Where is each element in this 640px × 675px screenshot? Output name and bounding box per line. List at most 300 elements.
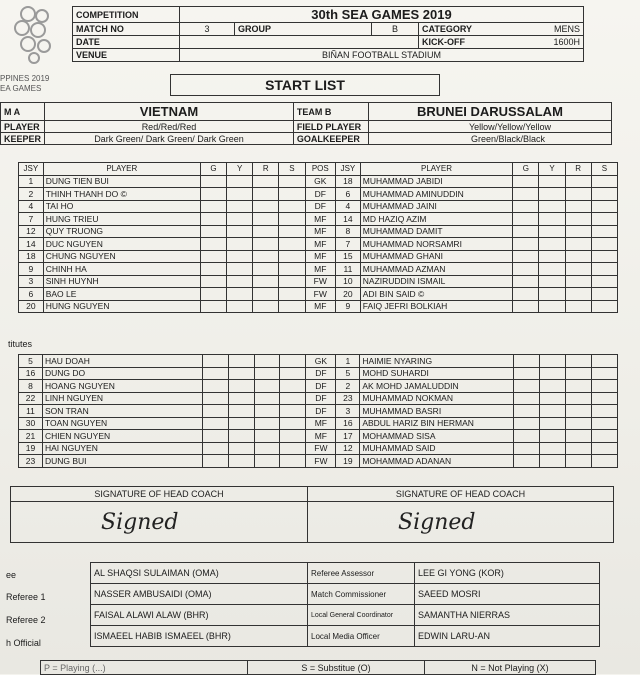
b-goals: [513, 238, 539, 251]
substitute-row: [19, 380, 618, 393]
a-yellow: [228, 355, 254, 368]
a-jsy: 6: [19, 288, 44, 301]
a-player-name: CHINH HA: [43, 263, 200, 276]
b-player-name: MOHD SUHARDI: [360, 367, 514, 380]
a-goals: [200, 250, 226, 263]
official-label-1: ee: [6, 570, 17, 580]
position: MF: [305, 300, 336, 313]
category-label: CATEGORY: [422, 24, 473, 34]
a-red: [254, 392, 280, 405]
match-no-label: MATCH NO: [73, 23, 180, 36]
a-player-name: HAI NGUYEN: [42, 442, 202, 455]
b-jsy: 9: [336, 300, 361, 313]
a-red: [253, 275, 279, 288]
position: MF: [306, 430, 336, 443]
a-player-name: TOAN NGUYEN: [42, 417, 202, 430]
position: GK: [305, 175, 336, 188]
a-sub: [279, 200, 305, 213]
b-red: [565, 288, 591, 301]
a-sub: [280, 355, 306, 368]
a-yellow: [228, 455, 254, 468]
starter-row: [19, 300, 618, 313]
b-goals: [514, 367, 540, 380]
a-red: [253, 225, 279, 238]
starter-row: [19, 200, 618, 213]
a-red: [253, 213, 279, 226]
a-player-name: CHIEN NGUYEN: [42, 430, 202, 443]
b-player-name: MUHAMMAD GHANI: [360, 250, 513, 263]
a-yellow: [227, 275, 253, 288]
b-goals: [514, 430, 540, 443]
position: FW: [305, 288, 336, 301]
kickoff-label: KICK-OFF: [422, 37, 465, 47]
a-sub: [280, 442, 306, 455]
position: DF: [305, 188, 336, 201]
official-name-1: LEE GI YONG (KOR): [415, 563, 600, 584]
b-jsy: 8: [336, 225, 361, 238]
col-r-b: R: [565, 163, 591, 176]
a-yellow: [228, 417, 254, 430]
official-value-2: NASSER AMBUSAIDI (OMA): [91, 584, 308, 605]
b-goals: [514, 355, 540, 368]
position: DF: [306, 367, 336, 380]
col-jsy-b: JSY: [336, 163, 361, 176]
b-player-name: MUHAMMAD NORSAMRI: [360, 238, 513, 251]
a-red: [254, 417, 280, 430]
b-jsy: 11: [336, 263, 361, 276]
a-goals: [202, 380, 228, 393]
footer-substitute: S = Substitue (O): [248, 661, 425, 675]
venue-label: VENUE: [73, 49, 180, 62]
starter-row: [19, 175, 618, 188]
a-red: [254, 355, 280, 368]
b-yellow: [540, 455, 566, 468]
a-jsy: 3: [19, 275, 44, 288]
b-yellow: [540, 442, 566, 455]
b-goals: [513, 288, 539, 301]
a-red: [254, 367, 280, 380]
starter-row: [19, 188, 618, 201]
starter-row: [19, 263, 618, 276]
b-sub: [591, 380, 617, 393]
official-role-1: Referee Assessor: [308, 563, 415, 584]
a-goals: [200, 188, 226, 201]
b-sub: [591, 200, 617, 213]
b-player-name: ABDUL HARIZ BIN HERMAN: [360, 417, 514, 430]
a-player-name: BAO LE: [43, 288, 200, 301]
b-yellow: [539, 275, 565, 288]
a-sub: [279, 263, 305, 276]
a-sub: [279, 188, 305, 201]
col-y-b: Y: [539, 163, 565, 176]
b-yellow: [540, 355, 566, 368]
a-red: [253, 175, 279, 188]
a-goals: [202, 392, 228, 405]
a-player-name: DUNG BUI: [42, 455, 202, 468]
b-goals: [513, 188, 539, 201]
b-goals: [514, 417, 540, 430]
b-yellow: [539, 250, 565, 263]
b-player-name: NAZIRUDDIN ISMAIL: [360, 275, 513, 288]
header-table: [72, 6, 584, 62]
a-jsy: 7: [19, 213, 44, 226]
a-red: [254, 455, 280, 468]
position: MF: [305, 263, 336, 276]
starter-row: [19, 288, 618, 301]
substitutes-table: [18, 354, 618, 468]
a-goals: [202, 430, 228, 443]
a-jsy: 20: [19, 300, 44, 313]
b-player-name: MUHAMMAD SAID: [360, 442, 514, 455]
a-jsy: 23: [19, 455, 43, 468]
b-yellow: [539, 300, 565, 313]
b-player-name: AK MOHD JAMALUDDIN: [360, 380, 514, 393]
team-b-signature: [308, 502, 614, 543]
b-goals: [514, 455, 540, 468]
teams-table: [0, 102, 612, 145]
a-sub: [279, 213, 305, 226]
a-player-name: DUNG DO: [42, 367, 202, 380]
b-red: [565, 175, 591, 188]
starter-row: [19, 275, 618, 288]
b-sub: [591, 238, 617, 251]
col-g-a: G: [200, 163, 226, 176]
officials-table: [90, 562, 600, 647]
b-player-name: FAIQ JEFRI BOLKIAH: [360, 300, 513, 313]
b-red: [566, 367, 592, 380]
group-value: B: [372, 23, 419, 36]
a-player-name: QUY TRUONG: [43, 225, 200, 238]
b-yellow: [540, 392, 566, 405]
competition-label: COMPETITION: [73, 7, 180, 23]
official-label-3: Referee 2: [6, 615, 46, 625]
b-jsy: 7: [336, 238, 361, 251]
position: FW: [305, 275, 336, 288]
b-red: [565, 225, 591, 238]
a-yellow: [227, 300, 253, 313]
b-jsy: 12: [336, 442, 360, 455]
a-sub: [280, 405, 306, 418]
a-sub: [279, 300, 305, 313]
a-red: [253, 238, 279, 251]
b-goals: [514, 380, 540, 393]
a-jsy: 4: [19, 200, 44, 213]
a-yellow: [228, 367, 254, 380]
substitute-row: [19, 405, 618, 418]
a-red: [253, 200, 279, 213]
a-sub: [279, 225, 305, 238]
a-jsy: 16: [19, 367, 43, 380]
logo-line-1: PPINES 2019: [0, 74, 50, 83]
starters-header-row: [19, 163, 618, 176]
a-goals: [202, 442, 228, 455]
b-red: [566, 417, 592, 430]
b-red: [566, 430, 592, 443]
official-role-4: Local Media Officer: [308, 626, 415, 647]
b-goals: [514, 392, 540, 405]
position: MF: [305, 238, 336, 251]
a-yellow: [227, 200, 253, 213]
a-jsy: 22: [19, 392, 43, 405]
b-player-name: MUHAMMAD DAMIT: [360, 225, 513, 238]
b-jsy: 1: [336, 355, 360, 368]
b-goals: [513, 300, 539, 313]
team-b-coach-signature-label: SIGNATURE OF HEAD COACH: [308, 487, 614, 502]
b-jsy: 6: [336, 188, 361, 201]
b-jsy: 5: [336, 367, 360, 380]
a-jsy: 8: [19, 380, 43, 393]
a-yellow: [228, 392, 254, 405]
team-b-field-player-kit: Yellow/Yellow/Yellow: [368, 121, 611, 133]
starter-row: [19, 213, 618, 226]
footer-legend: [40, 660, 596, 675]
kickoff-value: 1600H: [553, 37, 580, 47]
a-jsy: 21: [19, 430, 43, 443]
logo-line-2: EA GAMES: [0, 84, 42, 93]
b-jsy: 15: [336, 250, 361, 263]
a-jsy: 1: [19, 175, 44, 188]
a-red: [254, 380, 280, 393]
official-value-3: FAISAL ALAWI ALAW (BHR): [91, 605, 308, 626]
a-sub: [280, 392, 306, 405]
team-b-signed-text: Signed: [398, 509, 476, 535]
b-red: [566, 392, 592, 405]
team-a-name: VIETNAM: [45, 103, 294, 121]
team-b-name: BRUNEI DARUSSALAM: [368, 103, 611, 121]
official-value-1: AL SHAQSI SULAIMAN (OMA): [91, 563, 308, 584]
b-player-name: MOHAMMAD ADANAN: [360, 455, 514, 468]
col-player-a: PLAYER: [43, 163, 200, 176]
signature-table: [10, 486, 614, 543]
a-goals: [202, 367, 228, 380]
team-a-field-player-kit: Red/Red/Red: [45, 121, 294, 133]
b-jsy: 17: [336, 430, 360, 443]
a-jsy: 9: [19, 263, 44, 276]
a-goals: [202, 405, 228, 418]
a-player-name: SON TRAN: [42, 405, 202, 418]
competition-value: 30th SEA GAMES 2019: [180, 7, 584, 23]
b-player-name: MUHAMMAD AZMAN: [360, 263, 513, 276]
b-goals: [513, 213, 539, 226]
b-player-name: MOHAMMAD SISA: [360, 430, 514, 443]
a-sub: [280, 367, 306, 380]
a-player-name: HUNG TRIEU: [43, 213, 200, 226]
a-yellow: [227, 263, 253, 276]
col-jsy-a: JSY: [19, 163, 44, 176]
b-jsy: 16: [336, 417, 360, 430]
b-yellow: [539, 188, 565, 201]
position: MF: [305, 225, 336, 238]
a-player-name: THINH THANH DO ©: [43, 188, 200, 201]
a-sub: [279, 288, 305, 301]
starter-row: [19, 238, 618, 251]
b-goals: [514, 442, 540, 455]
b-goals: [513, 275, 539, 288]
b-red: [565, 250, 591, 263]
position: DF: [306, 392, 336, 405]
a-goals: [200, 225, 226, 238]
group-label: GROUP: [235, 23, 372, 36]
footer-playing: P = Playing (...): [41, 661, 248, 675]
b-sub: [591, 442, 617, 455]
a-jsy: 19: [19, 442, 43, 455]
team-a-goalkeeper-kit: Dark Green/ Dark Green/ Dark Green: [45, 133, 294, 145]
a-goals: [200, 263, 226, 276]
a-yellow: [227, 175, 253, 188]
official-name-3: SAMANTHA NIERRAS: [415, 605, 600, 626]
col-r-a: R: [253, 163, 279, 176]
starter-row: [19, 225, 618, 238]
a-goals: [200, 213, 226, 226]
col-player-b: PLAYER: [360, 163, 513, 176]
b-yellow: [539, 213, 565, 226]
b-player-name: MUHAMMAD JAINI: [360, 200, 513, 213]
official-name-2: SAEED MOSRI: [415, 584, 600, 605]
a-goals: [200, 175, 226, 188]
b-yellow: [540, 405, 566, 418]
b-red: [565, 213, 591, 226]
b-red: [565, 263, 591, 276]
a-jsy: 30: [19, 417, 43, 430]
position: GK: [306, 355, 336, 368]
b-jsy: 10: [336, 275, 361, 288]
b-sub: [591, 430, 617, 443]
substitute-row: [19, 355, 618, 368]
a-player-name: HAU DOAH: [42, 355, 202, 368]
team-a-goalkeeper-label: KEEPER: [1, 133, 45, 145]
b-yellow: [539, 200, 565, 213]
a-yellow: [227, 188, 253, 201]
b-sub: [591, 250, 617, 263]
a-yellow: [227, 288, 253, 301]
date-value: [180, 36, 419, 49]
position: DF: [305, 200, 336, 213]
position: DF: [306, 380, 336, 393]
a-jsy: 12: [19, 225, 44, 238]
b-yellow: [539, 263, 565, 276]
official-role-3: Local General Coordinator: [308, 605, 415, 626]
a-yellow: [228, 442, 254, 455]
a-red: [253, 263, 279, 276]
sea-games-logo: [6, 4, 66, 74]
b-sub: [591, 188, 617, 201]
a-sub: [280, 417, 306, 430]
a-sub: [280, 430, 306, 443]
venue-value: BIÑAN FOOTBALL STADIUM: [180, 49, 584, 62]
b-jsy: 2: [336, 380, 360, 393]
b-goals: [513, 200, 539, 213]
a-yellow: [227, 225, 253, 238]
b-red: [565, 200, 591, 213]
b-sub: [591, 213, 617, 226]
b-player-name: MUHAMMAD JABIDI: [360, 175, 513, 188]
substitute-row: [19, 417, 618, 430]
b-sub: [591, 288, 617, 301]
official-label-4: h Official: [6, 638, 41, 648]
a-goals: [202, 417, 228, 430]
b-yellow: [540, 380, 566, 393]
position: MF: [305, 250, 336, 263]
a-red: [253, 188, 279, 201]
a-red: [253, 300, 279, 313]
b-player-name: MUHAMMAD BASRI: [360, 405, 514, 418]
b-jsy: 18: [336, 175, 361, 188]
b-red: [565, 188, 591, 201]
b-red: [566, 405, 592, 418]
b-goals: [513, 225, 539, 238]
b-sub: [591, 355, 617, 368]
a-yellow: [227, 250, 253, 263]
b-jsy: 23: [336, 392, 360, 405]
a-goals: [200, 238, 226, 251]
a-player-name: DUC NGUYEN: [43, 238, 200, 251]
category-value: MENS: [553, 24, 580, 34]
a-sub: [279, 250, 305, 263]
team-b-goalkeeper-label: GOALKEEPER: [293, 133, 368, 145]
team-b-field-player-label: FIELD PLAYER: [293, 121, 368, 133]
b-player-name: MD HAZIQ AZIM: [360, 213, 513, 226]
position: DF: [306, 405, 336, 418]
b-sub: [591, 300, 617, 313]
a-yellow: [227, 238, 253, 251]
team-a-label: M A: [1, 103, 45, 121]
team-a-signed-text: Signed: [101, 509, 179, 535]
b-yellow: [539, 288, 565, 301]
b-goals: [513, 250, 539, 263]
footer-not-playing: N = Not Playing (X): [425, 661, 596, 675]
team-b-goalkeeper-kit: Green/Black/Black: [368, 133, 611, 145]
b-yellow: [540, 417, 566, 430]
b-red: [565, 300, 591, 313]
official-role-2: Match Commissioner: [308, 584, 415, 605]
official-name-4: EDWIN LARU-AN: [415, 626, 600, 647]
starters-table: [18, 162, 618, 313]
a-goals: [200, 200, 226, 213]
start-list-title: START LIST: [171, 75, 440, 96]
b-red: [566, 442, 592, 455]
a-goals: [200, 288, 226, 301]
team-a-field-player-label: PLAYER: [1, 121, 45, 133]
b-sub: [591, 417, 617, 430]
a-jsy: 11: [19, 405, 43, 418]
b-yellow: [540, 367, 566, 380]
b-goals: [513, 263, 539, 276]
kickoff-cell: [419, 36, 584, 49]
substitute-row: [19, 392, 618, 405]
b-goals: [514, 405, 540, 418]
b-sub: [591, 455, 617, 468]
a-player-name: SINH HUYNH: [43, 275, 200, 288]
a-goals: [200, 275, 226, 288]
b-player-name: HAIMIE NYARING: [360, 355, 514, 368]
b-sub: [591, 175, 617, 188]
a-player-name: TAI HO: [43, 200, 200, 213]
b-jsy: 4: [336, 200, 361, 213]
a-sub: [279, 238, 305, 251]
b-red: [565, 275, 591, 288]
a-sub: [279, 175, 305, 188]
team-b-label: TEAM B: [293, 103, 368, 121]
a-red: [254, 442, 280, 455]
substitute-row: [19, 442, 618, 455]
b-red: [565, 238, 591, 251]
a-red: [253, 250, 279, 263]
col-s-a: S: [279, 163, 305, 176]
a-goals: [202, 355, 228, 368]
a-goals: [202, 455, 228, 468]
a-player-name: DUNG TIEN BUI: [43, 175, 200, 188]
starter-row: [19, 250, 618, 263]
